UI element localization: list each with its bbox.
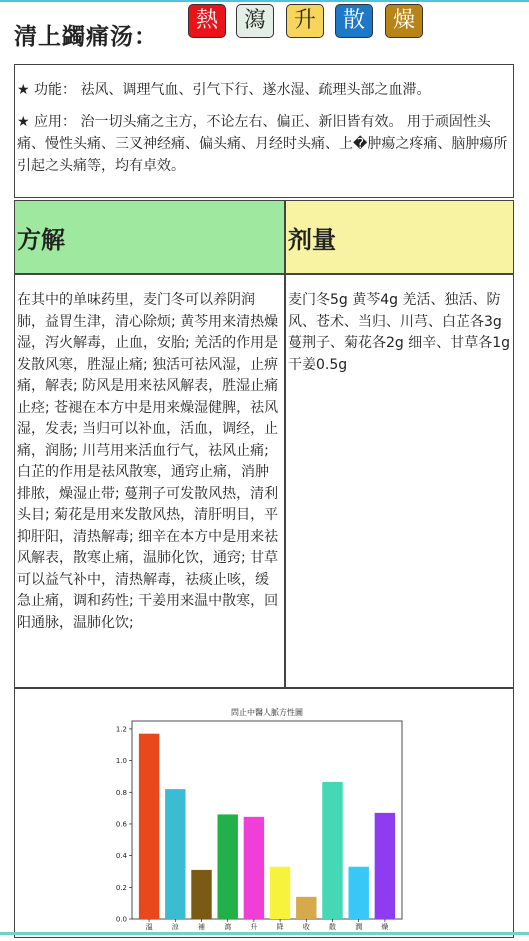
formula-header [14, 4, 524, 54]
function-usage-box [14, 64, 514, 198]
explanation-header: 方解 [14, 200, 285, 274]
chart-bar [348, 867, 368, 919]
chart-bar [139, 734, 159, 919]
property-tag-disperse[interactable]: 散 [335, 4, 373, 38]
property-tag-rise[interactable]: 升 [286, 4, 324, 38]
chart-bar [191, 870, 211, 919]
property-tag-hot[interactable]: 熱 [188, 4, 226, 38]
y-tick-label: 0.6 [115, 820, 127, 829]
x-tick-label: 補 [198, 923, 205, 931]
x-tick-label: 降 [276, 923, 284, 931]
property-tag-purge[interactable]: 瀉 [236, 4, 274, 38]
x-tick-label: 散 [329, 923, 336, 931]
function-text: ★ 功能： 祛风、调理气血、引气下行、遂水湿、疏理头部之血滞。 [17, 82, 431, 98]
chart-bar [296, 897, 316, 919]
x-tick-label: 燥 [381, 923, 389, 931]
y-tick-label: 0.8 [115, 788, 127, 797]
property-bar-chart [15, 689, 513, 937]
chart-container [14, 688, 514, 938]
x-tick-label: 溫 [145, 923, 153, 931]
x-tick-label: 瀉 [224, 923, 232, 931]
y-tick-label: 0.0 [115, 915, 127, 924]
y-tick-label: 1.2 [115, 725, 127, 734]
chart-bar [165, 789, 185, 919]
y-tick-label: 1.0 [115, 757, 127, 766]
chart-bar [217, 814, 237, 919]
y-tick-label: 0.2 [115, 883, 127, 892]
chart-bar [322, 782, 342, 919]
y-tick-label: 0.4 [115, 852, 127, 861]
chart-bar [375, 813, 395, 919]
x-tick-label: 涼 [171, 923, 179, 931]
dosage-cell: 麦门冬5g 黄芩4g 羌活、独活、防风、苍术、当归、川芎、白芷各3g 蔓荆子、菊花各2g 细辛、甘草各1g 干姜0.5g [285, 274, 514, 688]
top-accent-line [0, 0, 529, 2]
x-tick-label: 收 [302, 923, 310, 931]
dosage-header: 剂量 [285, 200, 514, 274]
x-tick-label: 潤 [355, 923, 363, 931]
chart-title: 問止中醫人脈方性圖 [231, 708, 303, 717]
explanation-cell: 在其中的单味药里，麦门冬可以养阴润肺，益胃生津，清心除烦; 黄芩用来清热燥湿，泻火解毒，止血，安胎; 羌活的作用是发散风寒，胜湿止痛; 独活可祛风湿，止痹痛，解表; 防风是用来祛风解表，胜湿止痛止痉; 苍褪在本方中是用来燥湿健脾，祛风湿，发表; 当归可以补血，活血，调经，止痛，润肠; 川芎用来活血行气，祛风止痛; 白芷的作用是祛风散寒，通窍止痛，消肿排脓，燥湿止带; 蔓荆子可发散风热，清利头目; 菊花是用来发散风热，清肝明目，平抑肝阳，清热解毒; 细辛在本方中是用来祛风解表，散寒止痛，温肺化饮，通窍; 甘草可以益气补中，清热解毒，祛痰止咳，缓急止痛，调和药性; 干姜用来温中散寒，回阳通脉，温肺化饮; [14, 274, 285, 688]
usage-text: ★ 应用： 治一切头痛之主方，不论左右、偏正、新旧皆有效。 用于顽固性头痛、慢性头痛、三叉神经痛、偏头痛、月经时头痛、上�肿瘍之疼痛、脑肿瘍所引起之头痛等，均有卓效。 [17, 114, 508, 174]
formula-title: 清上蠲痛汤： [14, 24, 158, 50]
chart-bar [244, 817, 264, 919]
x-tick-label: 升 [250, 923, 258, 931]
property-tag-dry[interactable]: 燥 [385, 4, 423, 38]
chart-bar [270, 867, 290, 919]
